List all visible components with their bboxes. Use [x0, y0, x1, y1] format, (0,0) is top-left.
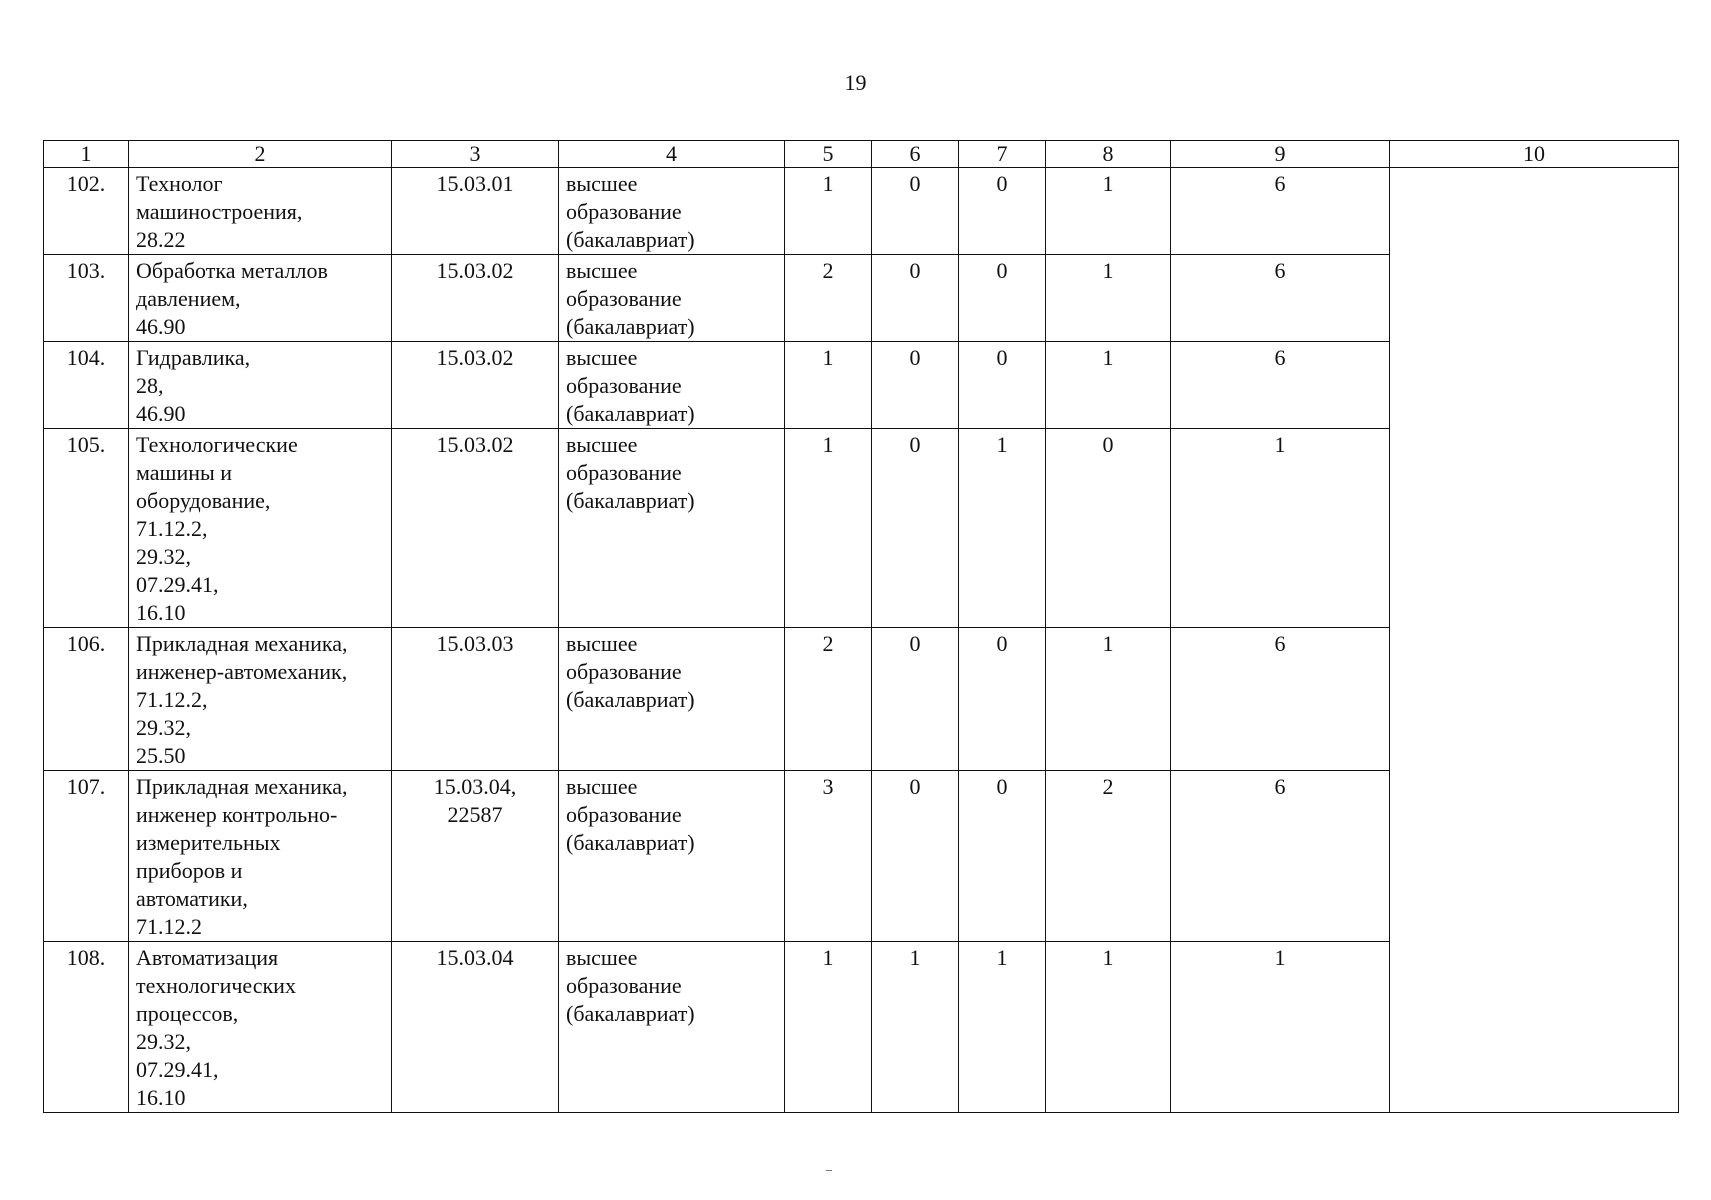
value-cell-c6: 0	[872, 342, 959, 429]
profession-line: процессов,	[136, 1001, 239, 1026]
row-number-cell: 107.	[44, 771, 129, 942]
value-cell-c7: 1	[959, 429, 1046, 628]
value-cell-c6: 0	[872, 771, 959, 942]
education-cell	[559, 168, 785, 255]
profession-cell	[129, 429, 392, 628]
profession-line: 46.90	[136, 401, 186, 426]
profession-line: 16.10	[136, 600, 186, 625]
profession-line: 25.50	[136, 743, 186, 768]
profession-cell	[129, 942, 392, 1113]
value-cell-c9: 6	[1171, 342, 1390, 429]
education-line: высшее	[566, 345, 638, 370]
profession-line: оборудование,	[136, 488, 271, 513]
column-header: 10	[1390, 141, 1679, 168]
profession-line: измерительных	[136, 830, 281, 855]
value-cell-c6: 0	[872, 168, 959, 255]
row-number-cell: 105.	[44, 429, 129, 628]
profession-line: автоматики,	[136, 886, 248, 911]
column-header: 6	[872, 141, 959, 168]
value-cell-c7: 1	[959, 942, 1046, 1113]
education-line: образование	[566, 286, 682, 311]
value-cell-c9: 1	[1171, 429, 1390, 628]
code-cell	[392, 771, 559, 942]
education-line: высшее	[566, 774, 638, 799]
column-header: 9	[1171, 141, 1390, 168]
code-cell	[392, 255, 559, 342]
value-cell-c9: 6	[1171, 628, 1390, 771]
value-cell-c7: 0	[959, 255, 1046, 342]
value-cell-c8: 0	[1046, 429, 1171, 628]
profession-line: Обработка металлов	[136, 258, 328, 283]
page-number: 19	[844, 70, 867, 95]
profession-line: 46.90	[136, 314, 186, 339]
value-cell-c5: 2	[785, 255, 872, 342]
education-line: (бакалавриат)	[566, 687, 695, 712]
row-number-cell: 108.	[44, 942, 129, 1113]
value-cell-c5: 3	[785, 771, 872, 942]
code-cell	[392, 942, 559, 1113]
profession-line: Автоматизация	[136, 945, 279, 970]
education-line: образование	[566, 373, 682, 398]
scan-artifact	[826, 1170, 832, 1171]
education-line: высшее	[566, 432, 638, 457]
education-cell	[559, 771, 785, 942]
column-header: 1	[44, 141, 129, 168]
education-line: образование	[566, 199, 682, 224]
profession-line: Технологические	[136, 432, 298, 457]
value-cell-c9: 6	[1171, 168, 1390, 255]
code-line: 15.03.03	[436, 631, 514, 656]
education-line: образование	[566, 802, 682, 827]
column-header: 7	[959, 141, 1046, 168]
education-line: высшее	[566, 171, 638, 196]
value-cell-c6: 1	[872, 942, 959, 1113]
column-header: 3	[392, 141, 559, 168]
education-line: (бакалавриат)	[566, 488, 695, 513]
profession-line: Прикладная механика,	[136, 774, 348, 799]
value-cell-c7: 0	[959, 771, 1046, 942]
profession-line: давлением,	[136, 286, 241, 311]
profession-line: Гидравлика,	[136, 345, 251, 370]
profession-line: 28.22	[136, 227, 186, 252]
profession-line: 28,	[136, 373, 164, 398]
profession-cell	[129, 168, 392, 255]
value-cell-c9: 1	[1171, 942, 1390, 1113]
education-cell	[559, 255, 785, 342]
code-cell	[392, 628, 559, 771]
profession-line: инженер контрольно-	[136, 802, 338, 827]
value-cell-c8: 1	[1046, 942, 1171, 1113]
column-header: 2	[129, 141, 392, 168]
value-cell-c8: 1	[1046, 255, 1171, 342]
education-line: (бакалавриат)	[566, 830, 695, 855]
education-line: высшее	[566, 631, 638, 656]
code-line: 15.03.02	[436, 258, 514, 283]
profession-line: 29.32,	[136, 715, 191, 740]
code-cell	[392, 429, 559, 628]
profession-cell	[129, 342, 392, 429]
value-cell-c5: 1	[785, 429, 872, 628]
profession-cell	[129, 255, 392, 342]
profession-line: машиностроения,	[136, 199, 303, 224]
value-cell-c8: 1	[1046, 628, 1171, 771]
education-cell	[559, 628, 785, 771]
value-cell-c9: 6	[1171, 255, 1390, 342]
data-table	[43, 140, 1679, 1113]
profession-line: 71.12.2	[136, 914, 202, 939]
value-cell-c5: 1	[785, 168, 872, 255]
column-10-cell	[1390, 168, 1679, 1113]
education-line: высшее	[566, 258, 638, 283]
profession-line: приборов и	[136, 858, 243, 883]
value-cell-c5: 2	[785, 628, 872, 771]
code-cell	[392, 342, 559, 429]
column-header: 4	[559, 141, 785, 168]
value-cell-c7: 0	[959, 168, 1046, 255]
column-header: 8	[1046, 141, 1171, 168]
education-line: образование	[566, 659, 682, 684]
table-row	[44, 168, 1679, 255]
value-cell-c6: 0	[872, 255, 959, 342]
profession-cell	[129, 628, 392, 771]
education-line: образование	[566, 460, 682, 485]
education-line: (бакалавриат)	[566, 314, 695, 339]
value-cell-c5: 1	[785, 942, 872, 1113]
education-line: (бакалавриат)	[566, 227, 695, 252]
profession-line: 29.32,	[136, 544, 191, 569]
profession-line: Прикладная механика,	[136, 631, 348, 656]
education-line: (бакалавриат)	[566, 1001, 695, 1026]
value-cell-c5: 1	[785, 342, 872, 429]
value-cell-c8: 1	[1046, 342, 1171, 429]
profession-cell	[129, 771, 392, 942]
profession-line: 07.29.41,	[136, 1057, 219, 1082]
profession-line: Технолог	[136, 171, 223, 196]
education-line: высшее	[566, 945, 638, 970]
education-cell	[559, 429, 785, 628]
row-number-cell: 103.	[44, 255, 129, 342]
code-line: 15.03.04	[436, 945, 514, 970]
column-header: 5	[785, 141, 872, 168]
header-row	[44, 141, 1679, 168]
education-cell	[559, 942, 785, 1113]
code-cell	[392, 168, 559, 255]
value-cell-c6: 0	[872, 429, 959, 628]
code-line: 15.03.04,	[433, 774, 517, 799]
value-cell-c9: 6	[1171, 771, 1390, 942]
code-line: 15.03.02	[436, 345, 514, 370]
code-line: 22587	[447, 802, 503, 827]
code-line: 15.03.02	[436, 432, 514, 457]
value-cell-c8: 2	[1046, 771, 1171, 942]
row-number-cell: 106.	[44, 628, 129, 771]
profession-line: 07.29.41,	[136, 572, 219, 597]
row-number-cell: 104.	[44, 342, 129, 429]
value-cell-c7: 0	[959, 628, 1046, 771]
profession-line: технологических	[136, 973, 296, 998]
value-cell-c8: 1	[1046, 168, 1171, 255]
profession-line: 71.12.2,	[136, 516, 208, 541]
code-line: 15.03.01	[436, 171, 514, 196]
value-cell-c7: 0	[959, 342, 1046, 429]
row-number-cell: 102.	[44, 168, 129, 255]
profession-line: 71.12.2,	[136, 687, 208, 712]
profession-line: 16.10	[136, 1085, 186, 1110]
profession-line: инженер-автомеханик,	[136, 659, 348, 684]
value-cell-c6: 0	[872, 628, 959, 771]
education-line: образование	[566, 973, 682, 998]
education-cell	[559, 342, 785, 429]
profession-line: машины и	[136, 460, 233, 485]
education-line: (бакалавриат)	[566, 401, 695, 426]
profession-line: 29.32,	[136, 1029, 191, 1054]
